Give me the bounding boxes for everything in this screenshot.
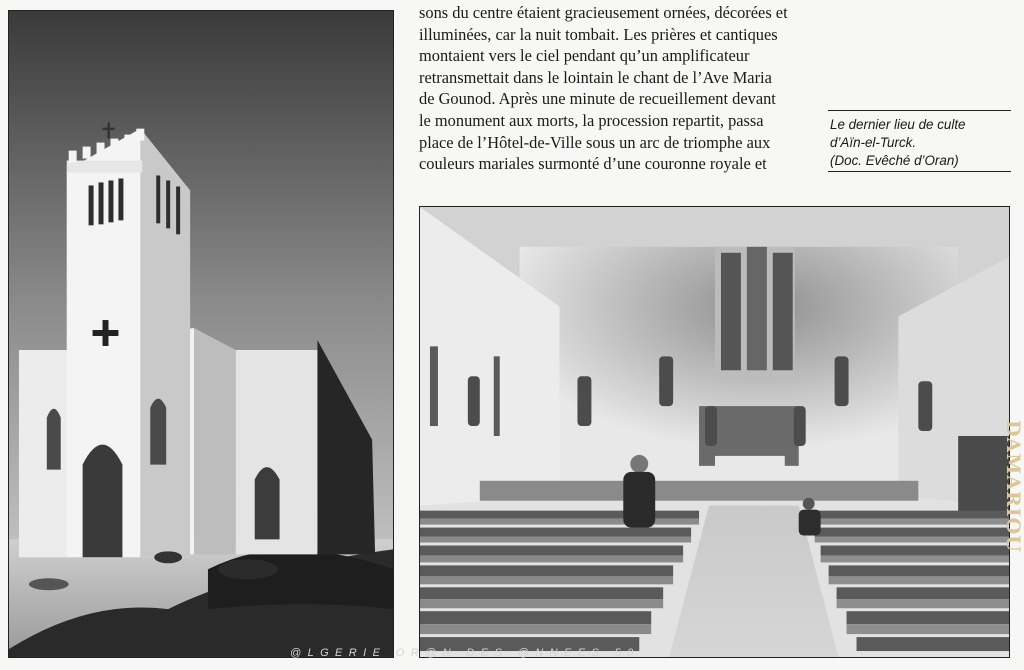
article-line: de Gounod. Après une minute de recueillement devant	[419, 89, 776, 109]
photo-credit-vertical	[1000, 420, 1024, 640]
church-exterior-illustration	[9, 11, 393, 657]
watermark: @LGERIE OR@N DES @NNEES 50	[290, 647, 640, 659]
caption-line: (Doc. Evêché d’Oran)	[830, 153, 959, 168]
photo-caption	[828, 110, 1011, 172]
article-line: illuminées, car la nuit tombait. Les prières et cantiques	[419, 24, 778, 44]
church-exterior-photo	[8, 10, 394, 658]
article-line: retransmettait dans le lointain le chant de l’Ave Maria	[419, 67, 772, 87]
caption-line: d’Aïn-el-Turck.	[830, 135, 917, 150]
article-line: sons du centre étaient gracieusement ornées, décorées et	[419, 3, 788, 22]
article-line: montaient vers le ciel pendant qu’un amplificateur	[419, 46, 750, 66]
article-line: le monument aux morts, la procession repartit, passa	[419, 110, 764, 130]
church-interior-illustration	[420, 207, 1009, 657]
article-body	[419, 2, 811, 175]
article-line: couleurs mariales surmonté d’une couronne royale et	[419, 154, 767, 174]
photo-credit-text: DAMARIOU	[1002, 420, 1024, 553]
caption-line: Le dernier lieu de culte	[830, 117, 966, 132]
article-line: place de l’Hôtel-de-Ville sous un arc de triomphe aux	[419, 132, 771, 152]
church-interior-photo	[419, 206, 1010, 658]
